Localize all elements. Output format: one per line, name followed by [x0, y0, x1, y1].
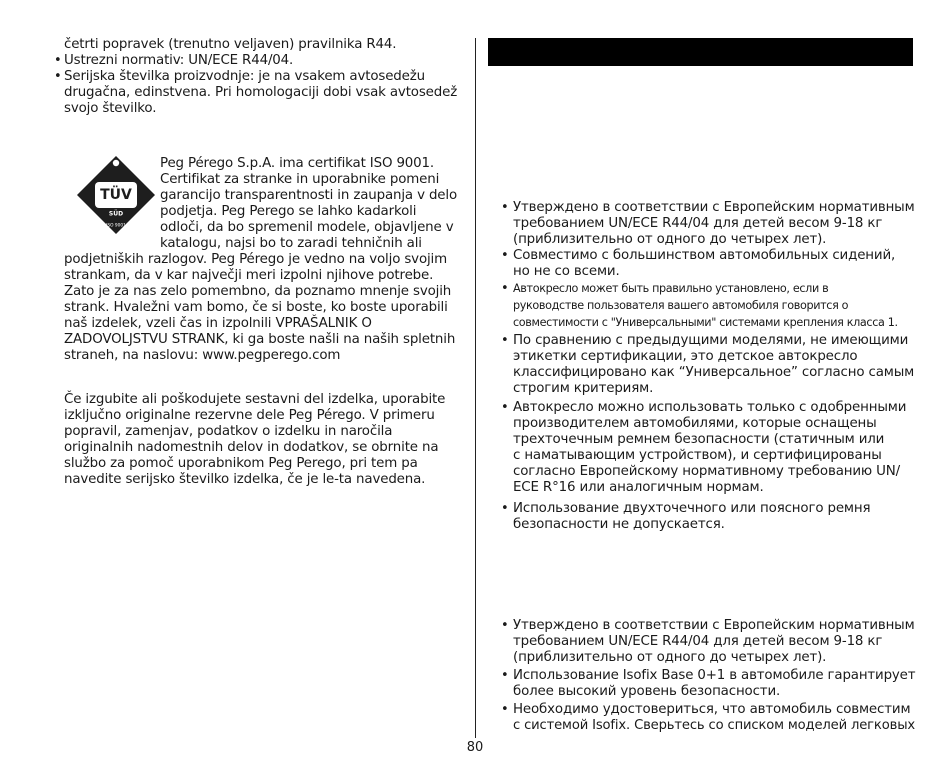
text-line: Использование Isofix Base 0+1 в автомобиле гарантирует [513, 668, 916, 683]
tuv-sud-logo [76, 155, 156, 235]
logo-sub: SÜD [108, 210, 124, 218]
text-line: Автокресло можно использовать только с одобренными [513, 400, 907, 415]
bullet: • [501, 281, 509, 296]
text-line: Serijska številka proizvodnje: je na vsakem avtosedežu [64, 69, 425, 84]
text-line: odloči, da bo spremenil modele, objavljene v [160, 220, 454, 235]
bullet: • [54, 69, 62, 84]
section-header-bar [488, 38, 913, 66]
text-line: Peg Pérego S.p.A. ima certifikat ISO 9001. [160, 156, 435, 171]
text-line: izključno originalne rezervne dele Peg Pérego. V primeru [64, 408, 435, 423]
text-line: строгим критериям. [513, 381, 654, 396]
text-line: (приблизительно от одного до четырех лет). [513, 232, 827, 247]
text-line: Утверждено в соответствии с Европейским нормативным [513, 200, 915, 215]
text-line: podjetniških razlogov. Peg Pérego je vedno na voljo svojim [64, 252, 448, 267]
text-line: drugačna, edinstvena. Pri homologaciji dobi vsak avtosedež [64, 85, 458, 100]
bullet: • [501, 248, 509, 263]
text-line: Certifikat za stranke in uporabnike pomeni [160, 172, 440, 187]
column-divider [475, 38, 476, 738]
text-line: По сравнению с предыдущими моделями, не имеющими [513, 333, 909, 348]
text-line: (приблизительно от одного до четырех лет). [513, 650, 827, 665]
text-line: ZADOVOLJSTVU STRANK, ki ga boste našli na naših spletnih [64, 332, 456, 347]
text-line: более высокий уровень безопасности. [513, 684, 781, 699]
text-line: классифицировано как “Универсальное” согласно самым [513, 365, 915, 380]
text-line: совместимости с "Универсальными" системами крепления класса 1. [513, 316, 898, 329]
text-line: трехточечным ремнем безопасности (статичным или [513, 432, 885, 447]
bullet: • [501, 400, 509, 415]
text-line: Ustrezni normativ: UN/ECE R44/04. [64, 53, 294, 68]
bullet: • [54, 53, 62, 68]
text-line: garancijo transparentnosti in zaupanja v delo [160, 188, 457, 203]
text-line: straneh, na naslovu: www.pegperego.com [64, 348, 341, 363]
text-line: производителем автомобилями, которые оснащены [513, 416, 877, 431]
text-line: руководстве пользователя вашего автомобиля говорится о [513, 299, 849, 312]
text-line: podjetja. Peg Perego se lahko kadarkoli [160, 204, 417, 219]
text-line: Zato je za nas zelo pomembno, da poznamo mnenje svojih [64, 284, 452, 299]
text-line: с наматывающим устройством), и сертифицированы [513, 448, 882, 463]
bullet: • [501, 200, 509, 215]
text-line: navedite serijsko številko izdelka, če je le-ta navedena. [64, 472, 426, 487]
bullet: • [501, 618, 509, 633]
logo-brand: TÜV [100, 187, 132, 203]
logo-cert: ISO 9001 [106, 223, 126, 229]
text-line: strank. Hvaležni vam bomo, če si boste, ko boste uporabili [64, 300, 448, 315]
text-line: četrti popravek (trenutno veljaven) pravilnika R44. [64, 37, 397, 52]
text-line: требованием UN/ECE R44/04 для детей весом 9-18 кг [513, 634, 883, 649]
text-line: Совместимо с большинством автомобильных сидений, [513, 248, 896, 263]
text-line: согласно Европейскому нормативному требованию UN/ [513, 464, 901, 479]
text-line: Использование двухточечного или поясного ремня [513, 501, 871, 516]
page-number: 80 [466, 740, 484, 755]
text-line: безопасности не допускается. [513, 517, 725, 532]
bullet: • [501, 333, 509, 348]
text-line: službo za pomoč uporabnikom Peg Perego, pri tem pa [64, 456, 418, 471]
text-line: но не со всеми. [513, 264, 620, 279]
text-line: Утверждено в соответствии с Европейским нормативным [513, 618, 915, 633]
text-line: naš izdelek, vzeli čas in izpolnili VPRAŠALNIK O [64, 316, 372, 331]
text-line: ECE R°16 или аналогичным нормам. [513, 480, 764, 495]
text-line: этикетки сертификации, это детское автокресло [513, 349, 858, 364]
text-line: требованием UN/ECE R44/04 для детей весом 9-18 кг [513, 216, 883, 231]
bullet: • [501, 702, 509, 717]
text-line: katalogu, najsi bo to zaradi tehničnih ali [160, 236, 422, 251]
text-line: Автокресло может быть правильно установлено, если в [513, 282, 829, 295]
text-line: originalnih nadomestnih delov in dodatkov, se obrnite na [64, 440, 439, 455]
bullet: • [501, 501, 509, 516]
bullet: • [501, 668, 509, 683]
text-line: popravil, zamenjav, podatkov o izdelku in naročila [64, 424, 393, 439]
text-line: svojo številko. [64, 101, 157, 116]
text-line: Če izgubite ali poškodujete sestavni del izdelka, uporabite [64, 392, 446, 407]
text-line: Необходимо удостовериться, что автомобиль совместим [513, 702, 911, 717]
text-line: strankam, da v kar največji meri izpolni njihove potrebe. [64, 268, 434, 283]
text-line: с системой Isofix. Сверьтесь со списком моделей легковых [513, 718, 916, 733]
